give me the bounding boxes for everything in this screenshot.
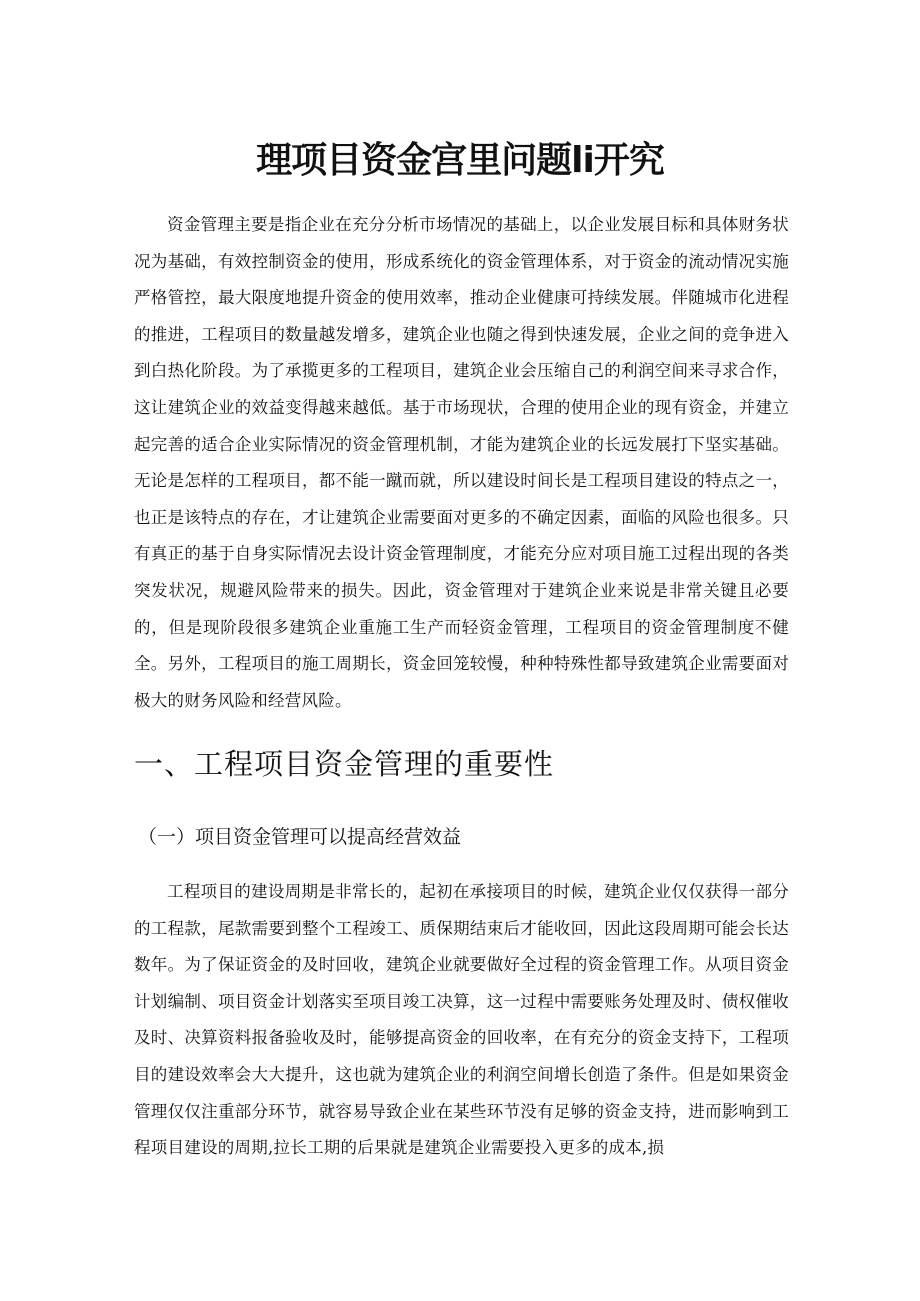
document-title: 理项目资金宫里问题li开究 [256, 140, 664, 181]
subsection-paragraph: 工程项目的建设周期是非常长的，起初在承接项目的时候，建筑企业仅仅获得一部分的工程款，尾款需要到整个工程竣工、质保期结束后才能收回，因此这段周期可能会长达数年。为了保证资金的及时回收，建筑企业就要做好全过程的资金管理工作。从项目资金计划编制、项目资金计划落实至项目竣工决算，这一过程中需要账务处理及时、债权催收及时、决算资料报备验收及时，能够提高资金的回收率，在有充分的资金支持下，工程项目的建设效率会大大提升，这也就为建筑企业的利润空间增长创造了条件。但是如果资金管理仅仅注重部分环节，就容易导致企业在某些环节没有足够的资金支持，进而影响到工程项目建设的周期,拉长工期的后果就是建筑企业需要投入更多的成本,损 [134, 882, 789, 1158]
section-heading: 一、工程项目资金管理的重要性 [134, 747, 555, 781]
intro-paragraph: 资金管理主要是指企业在充分分析市场情况的基础上，以企业发展目标和具体财务状况为基础，有效控制资金的使用，形成系统化的资金管理体系，对于资金的流动情况实施严格管控，最大限度地提升资金的使用效率，推动企业健康可持续发展。伴随城市化进程的推进，工程项目的数量越发增多，建筑企业也随之得到快速发展，企业之间的竞争进入到白热化阶段。为了承揽更多的工程项目，建筑企业会压缩自己的利润空间来寻求合作，这让建筑企业的效益变得越来越低。基于市场现状，合理的使用企业的现有资金，并建立起完善的适合企业实际情况的资金管理机制，才能为建筑企业的长远发展打下坚实基础。无论是怎样的工程项目，都不能一蹴而就，所以建设时间长是工程项目建设的特点之一，也正是该特点的存在，才让建筑企业需要面对更多的不确定因素，面临的风险也很多。只有真正的基于自身实际情况去设计资金管理制度，才能充分应对项目施工过程出现的各类突发状况，规避风险带来的损失。因此，资金管理对于建筑企业来说是非常关键且必要的，但是现阶段很多建筑企业重施工生产而轻资金管理，工程项目的资金管理制度不健全。另外，工程项目的施工周期长，资金回笼较慢，种种特殊性都导致建筑企业需要面对极大的财务风险和经营风险。 [134, 215, 789, 710]
subsection-heading: （一）项目资金管理可以提高经营效益 [138, 826, 462, 848]
